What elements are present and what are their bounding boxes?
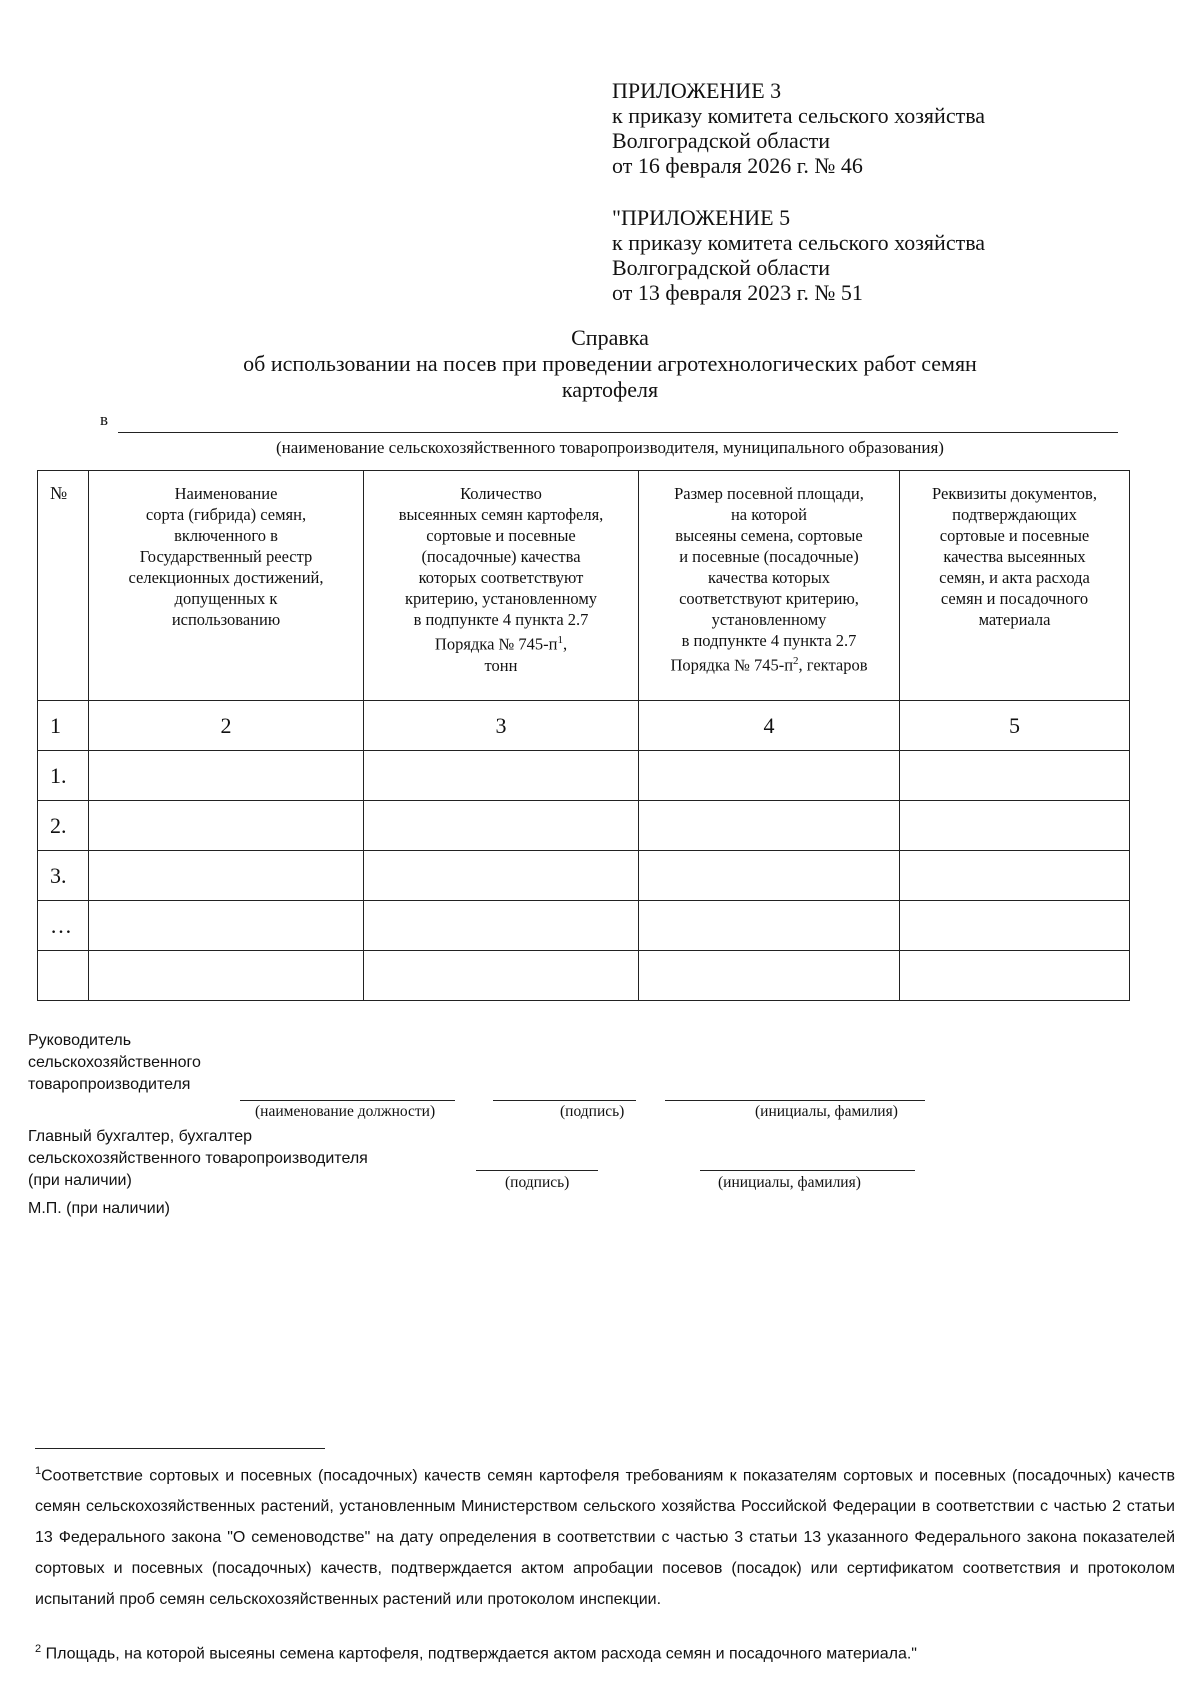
table-cell[interactable] xyxy=(900,751,1130,801)
numbering-cell: 2 xyxy=(89,701,364,751)
table-row xyxy=(38,951,1130,1001)
header-line: Порядка № $745-п^1$, xyxy=(434,634,568,654)
header-line: и посевные (посадочные) xyxy=(679,547,859,566)
accountant-label-line: (при наличии) xyxy=(28,1172,132,1189)
title-line1: Справка xyxy=(571,325,649,350)
appendix3-line2: Волгоградской области xyxy=(612,128,830,153)
head-initials-line[interactable] xyxy=(665,1100,925,1101)
header-line: качества которых xyxy=(707,568,831,587)
header-line: Размер посевной площади, xyxy=(674,484,864,503)
footnote-separator xyxy=(35,1448,325,1449)
row-number: 2. xyxy=(38,801,89,851)
table-cell[interactable] xyxy=(900,901,1130,951)
head-label-line: Руководитель xyxy=(28,1032,132,1049)
footnote-ref: 2 xyxy=(793,655,799,667)
header-line: подтверждающих xyxy=(952,505,1077,524)
title-line2: об использовании на посев при проведении агротехнологических работ семян xyxy=(243,351,977,376)
accountant-sign-caption: (подпись) xyxy=(505,1174,570,1191)
header-document-details xyxy=(900,471,1130,701)
table-row xyxy=(38,751,1130,801)
footnote-1: $^1$Соответствие сортовых и посевных (посадочных) качеств семян картофеля требованиям к показателям сортовых и посевных (посадочных) качеств семян сельскохозяйственных растений, установленным Министерством сельского хозяйства Российской Федерации в соответствии с частью 2 статьи 13 Федерального закона "О семеноводстве" на дату определения в соответствии с частью 3 статьи 13 указанного Федерального закона показателей сортовых и посевных (посадочных) качеств, подтверждается актом апробации посевов (посадок) или сертификатом соответствия и протоколом испытаний проб семян сельскохозяйственных растений или протоколом инспекции. xyxy=(35,1465,1175,1609)
header-line: семян, и акта расхода xyxy=(939,568,1090,587)
table-cell[interactable] xyxy=(364,851,639,901)
header-line: на которой xyxy=(730,505,808,524)
appendix3-title: ПРИЛОЖЕНИЕ 3 xyxy=(612,78,782,103)
header-line: которых соответствуют xyxy=(418,568,584,587)
header-line: включенного в xyxy=(174,526,278,545)
appendix3-line3: от 16 февраля 2026 г. № 46 xyxy=(612,153,863,178)
table-cell[interactable] xyxy=(364,901,639,951)
header-line: № xyxy=(50,483,68,503)
header-line: качества высеянных xyxy=(943,547,1086,566)
table-cell[interactable] xyxy=(89,801,364,851)
numbering-cell: 3 xyxy=(364,701,639,751)
header-line: семян и посадочного xyxy=(940,589,1089,608)
table-cell[interactable] xyxy=(639,801,900,851)
table-cell[interactable] xyxy=(639,851,900,901)
head-label-line: товаропроизводителя xyxy=(28,1076,191,1093)
head-sign-caption: (подпись) xyxy=(560,1103,625,1120)
header-line: критерию, установленному xyxy=(404,589,598,608)
header-line: материала xyxy=(978,610,1051,629)
table-cell[interactable] xyxy=(89,751,364,801)
header-seed-quantity xyxy=(364,471,639,701)
head-initials-caption: (инициалы, фамилия) xyxy=(755,1103,898,1120)
accountant-label-line: сельскохозяйственного товаропроизводителя xyxy=(28,1150,368,1167)
accountant-initials-caption: (инициалы, фамилия) xyxy=(718,1174,861,1191)
header-line: допущенных к xyxy=(174,589,278,608)
accountant-label-line: Главный бухгалтер, бухгалтер xyxy=(28,1128,253,1145)
accountant-signature-label xyxy=(28,1126,368,1192)
appendix5-block xyxy=(612,205,985,305)
accountant-sign-line[interactable] xyxy=(476,1170,598,1171)
table-cell[interactable] xyxy=(639,751,900,801)
footnote-2: $^2$ Площадь, на которой высеяны семена картофеля, подтверждается актом расхода семян и посадочного материала." xyxy=(35,1643,917,1663)
header-line: высеянных семян картофеля, xyxy=(398,505,604,524)
header-line: установленному xyxy=(711,610,827,629)
appendix5-line3: от 13 февраля 2023 г. № 51 xyxy=(612,280,863,305)
table-cell[interactable] xyxy=(639,951,900,1001)
table-cell[interactable] xyxy=(89,851,364,901)
appendix3-line1: к приказу комитета сельского хозяйства xyxy=(612,103,986,128)
footnote-1-text: Соответствие сортовых и посевных (посадочных) качеств семян картофеля требованиям к показателям сортовых и посевных (посадочных) качеств семян сельскохозяйственных растений, установленным Министерством сельского хозяйства Российской Федерации в соответствии с частью 2 статьи 13 Федерального закона "О семеноводстве" на дату определения в соответствии с частью 3 статьи 13 указанного Федерального закона показателей сортовых и посевных (посадочных) качеств, подтверждается актом апробации посевов (посадок) или сертификатом соответствия и протоколом испытаний проб семян сельскохозяйственных растений или протоколом инспекции. xyxy=(35,1467,1175,1609)
table-cell[interactable] xyxy=(89,951,364,1001)
appendix5-line2: Волгоградской области xyxy=(612,255,830,280)
table-cell[interactable] xyxy=(364,951,639,1001)
table-cell[interactable] xyxy=(639,901,900,951)
table-cell[interactable] xyxy=(900,801,1130,851)
recipient-prefix: в xyxy=(100,410,109,429)
header-line: Количество xyxy=(460,484,542,503)
table-cell[interactable] xyxy=(900,851,1130,901)
head-sign-line[interactable] xyxy=(493,1100,636,1101)
row-number xyxy=(38,951,89,1001)
footnote-ref: 1 xyxy=(557,634,563,646)
title-line3: картофеля xyxy=(561,377,659,402)
seed-usage-table xyxy=(37,470,1130,1001)
header-line: в подпункте 4 пункта 2.7 xyxy=(681,631,857,650)
table-header-row xyxy=(38,471,1130,701)
header-unit: , гектаров xyxy=(798,655,868,675)
table-row xyxy=(38,851,1130,901)
header-line: сортовые и посевные xyxy=(426,526,576,545)
header-line: Государственный реестр xyxy=(139,547,313,566)
table-cell[interactable] xyxy=(900,951,1130,1001)
row-number: 3. xyxy=(38,851,89,901)
header-line: Наименование xyxy=(174,484,278,503)
header-number xyxy=(38,471,89,701)
head-label-line: сельскохозяйственного xyxy=(28,1054,201,1071)
header-line: соответствуют критерию, xyxy=(679,589,859,608)
header-sowing-area xyxy=(639,471,900,701)
header-line: сорта (гибрида) семян, xyxy=(145,505,307,524)
table-cell[interactable] xyxy=(89,901,364,951)
header-line: в подпункте 4 пункта 2.7 xyxy=(413,610,589,629)
appendix5-title: "ПРИЛОЖЕНИЕ 5 xyxy=(612,205,791,230)
numbering-cell: 4 xyxy=(639,701,900,751)
numbering-cell: 1 xyxy=(38,701,89,751)
appendix5-line1: к приказу комитета сельского хозяйства xyxy=(612,230,986,255)
row-number: … xyxy=(38,901,89,951)
position-signature-line[interactable] xyxy=(240,1100,455,1101)
appendix3-block xyxy=(612,78,985,178)
accountant-initials-line[interactable] xyxy=(700,1170,915,1171)
table-row xyxy=(38,901,1130,951)
position-caption: (наименование должности) xyxy=(255,1103,436,1120)
header-line: Порядка № $745-п^2$, гектаров xyxy=(670,655,868,675)
head-signature-label xyxy=(28,1030,201,1096)
header-line: (посадочные) качества xyxy=(421,547,581,566)
table-row xyxy=(38,801,1130,851)
table-cell[interactable] xyxy=(364,801,639,851)
table-numbering-row xyxy=(38,701,1130,751)
header-line: Реквизиты документов, xyxy=(932,484,1097,503)
recipient-line[interactable] xyxy=(118,432,1118,433)
stamp-label: М.П. (при наличии) xyxy=(28,1200,170,1217)
header-line: селекционных достижений, xyxy=(128,568,324,587)
row-number: 1. xyxy=(38,751,89,801)
footnote-2-text: Площадь, на которой высеяны семена картофеля, подтверждается актом расхода семян и посадочного материала." xyxy=(45,1645,917,1663)
document-title xyxy=(0,325,1200,403)
table-cell[interactable] xyxy=(364,751,639,801)
header-line: тонн xyxy=(484,655,518,675)
header-line: высеяны семена, сортовые xyxy=(675,526,863,545)
numbering-cell: 5 xyxy=(900,701,1130,751)
recipient-caption: (наименование сельскохозяйственного товаропроизводителя, муниципального образования) xyxy=(276,438,944,457)
header-line: сортовые и посевные xyxy=(939,526,1090,545)
header-variety-name xyxy=(89,471,364,701)
header-line: использованию xyxy=(171,610,281,629)
